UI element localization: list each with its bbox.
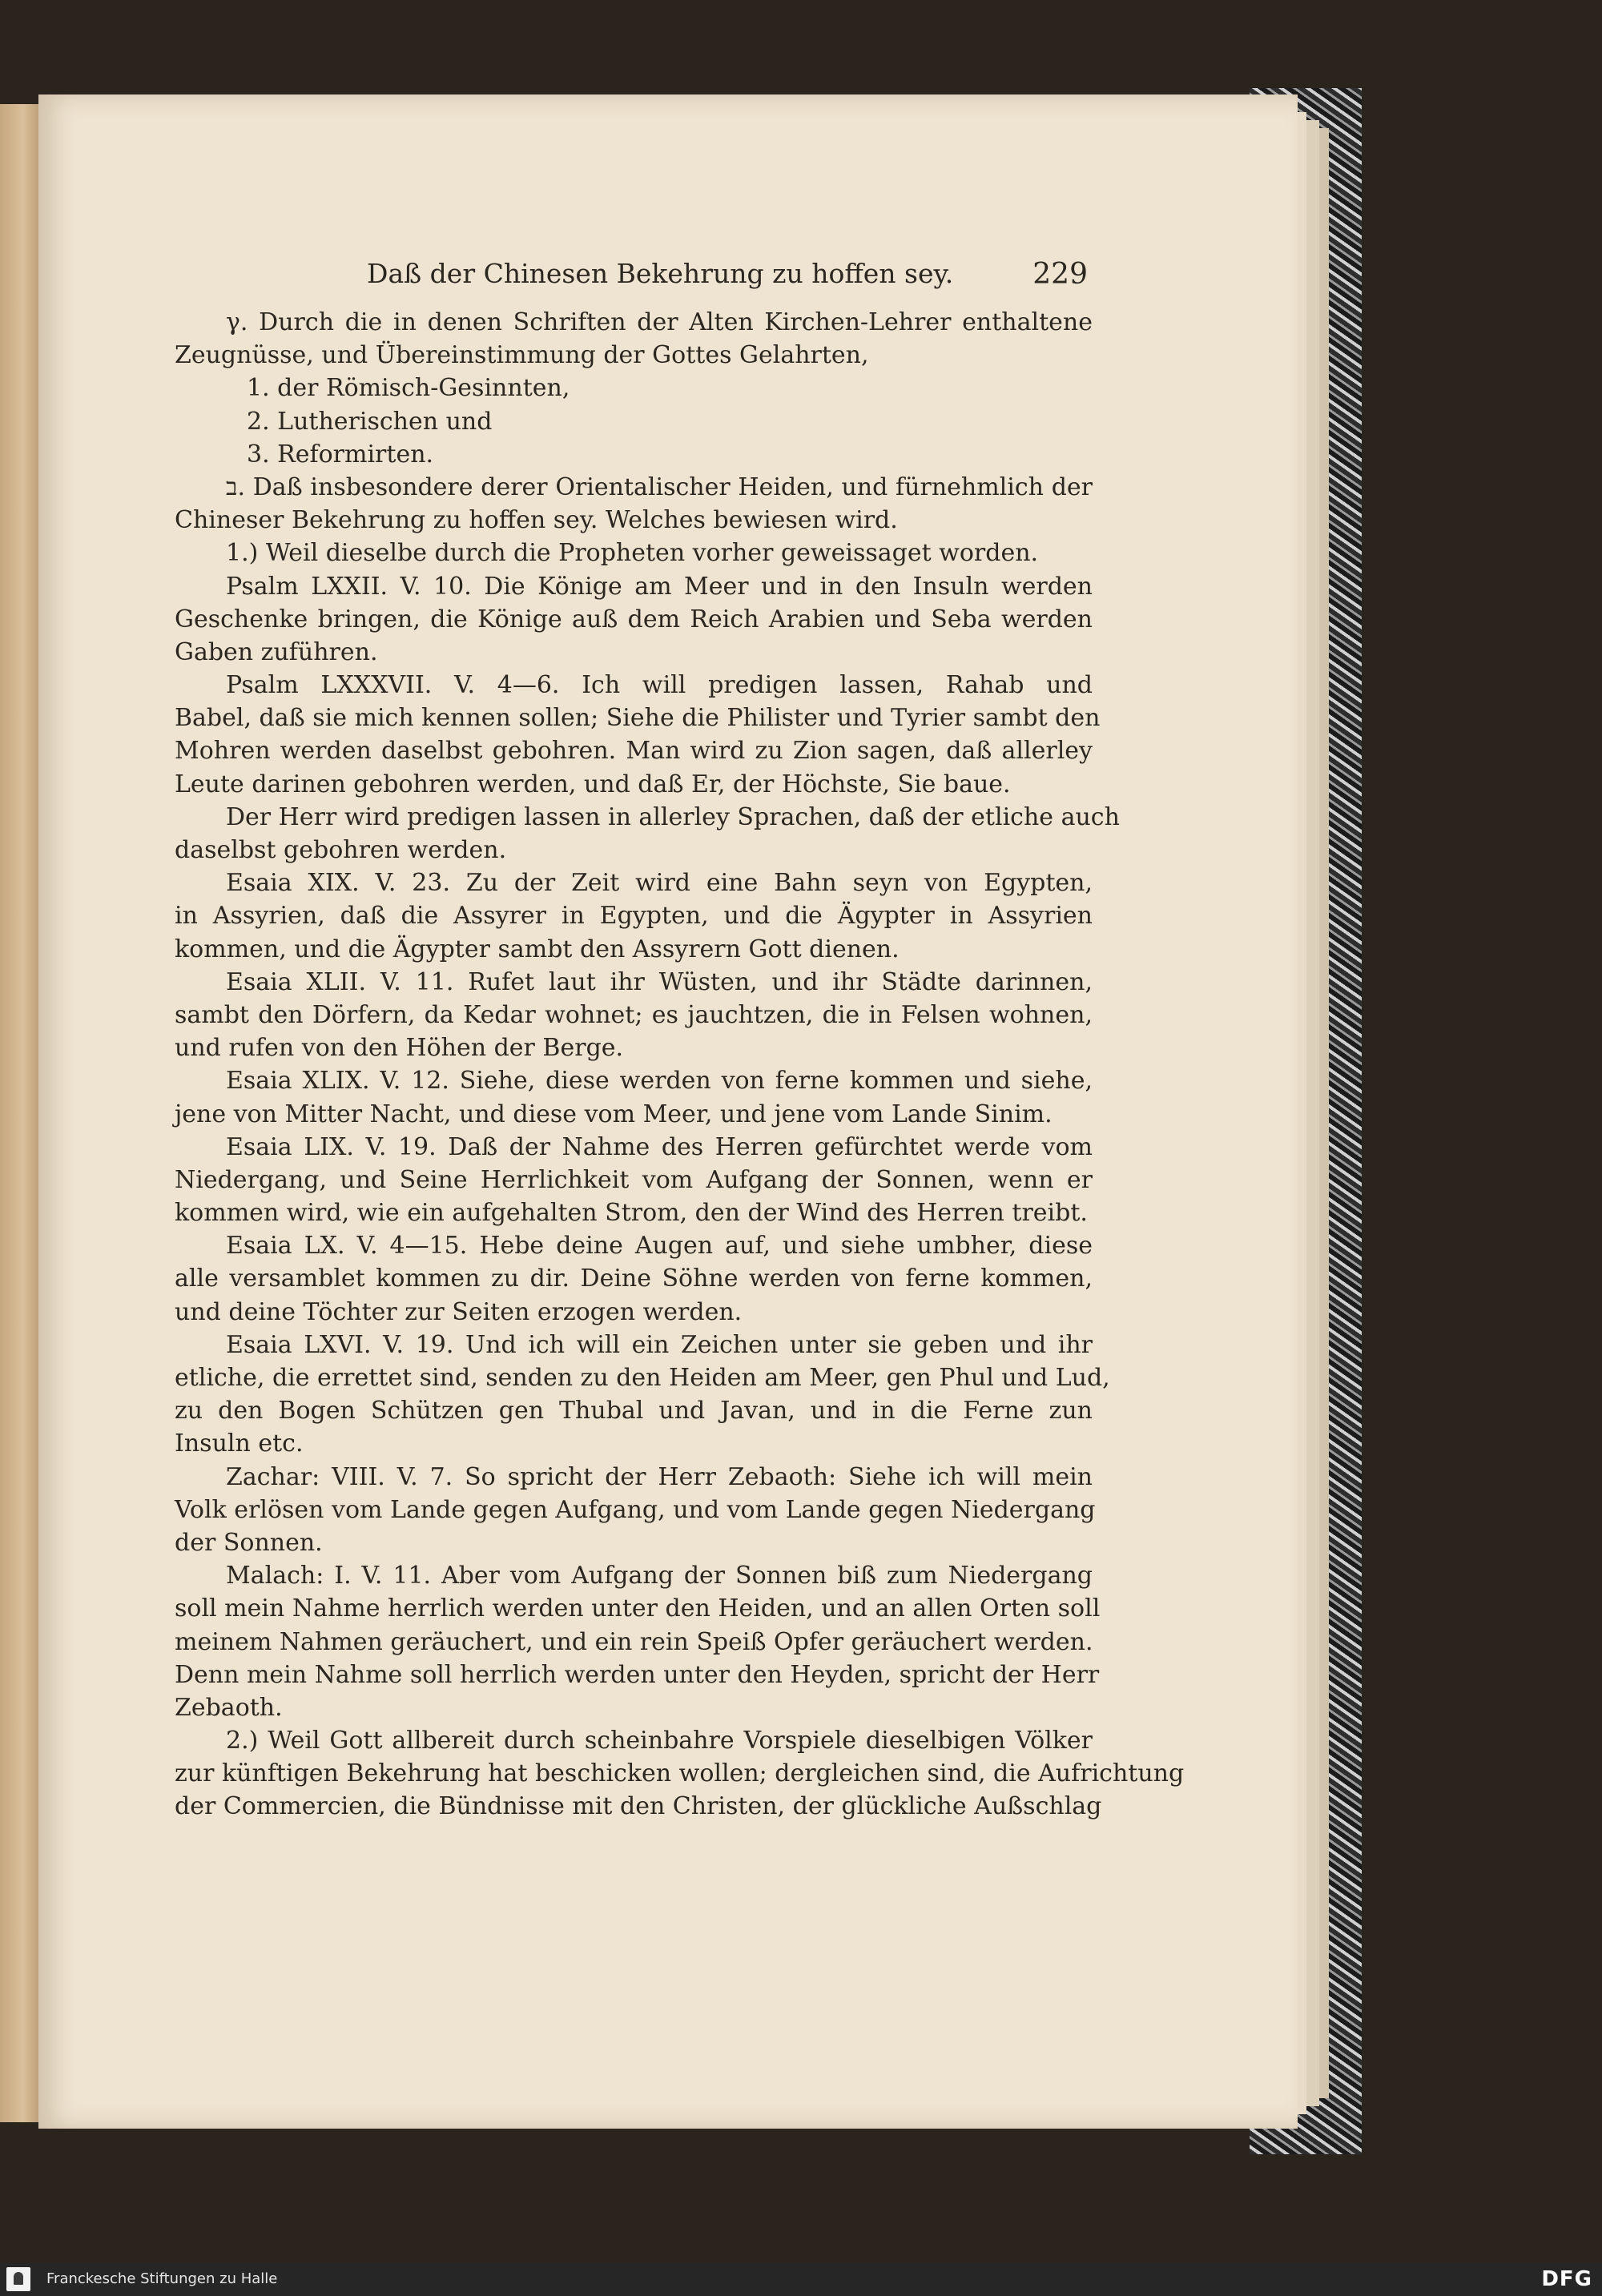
text-line: der Commercien, die Bündnisse mit den Christen, der glückliche Außschlag <box>175 1792 1102 1821</box>
text-line: in Assyrien, daß die Assyrer in Egypten, und die Ägypter in Assyrien <box>175 902 1093 931</box>
text-line: Mohren werden daselbst gebohren. Man wird zu Zion sagen, daß allerley <box>175 737 1093 766</box>
text-line: sambt den Dörfern, da Kedar wohnet; es jauchtzen, die in Felsen wohnen, <box>175 1000 1093 1029</box>
page-edge <box>1306 120 1319 2106</box>
text-line: Psalm LXXXVII. V. 4—6. Ich will predigen lassen, Rahab und <box>226 671 1093 700</box>
text-line: soll mein Nahme herrlich werden unter den Heiden, und an allen Orten soll <box>175 1594 1101 1623</box>
text-line: ב. Daß insbesondere derer Orientalischer Heiden, und fürnehmlich der <box>226 472 1093 501</box>
text-line: Leute darinen gebohren werden, und daß Er, der Höchste, Sie baue. <box>175 770 1011 798</box>
text-line: und deine Töchter zur Seiten erzogen werden. <box>175 1297 743 1326</box>
page-number: 229 <box>1032 258 1088 291</box>
text-line: Insuln etc. <box>175 1429 304 1458</box>
text-line: 2.) Weil Gott allbereit durch scheinbahre Vorspiele dieselbigen Völker <box>226 1727 1093 1755</box>
text-line: Esaia LXVI. V. 19. Und ich will ein Zeichen unter sie geben und ihr <box>226 1330 1093 1359</box>
text-line: der Sonnen. <box>175 1528 323 1557</box>
institution-logo-icon <box>6 2267 30 2291</box>
text-line: Geschenke bringen, die Könige auß dem Reich Arabien und Seba werden <box>175 605 1093 633</box>
text-line: Niedergang, und Seine Herrlichkeit vom Aufgang der Sonnen, wenn er <box>175 1165 1093 1194</box>
text-line: Denn mein Nahme soll herrlich werden unter den Heyden, spricht der Herr <box>175 1660 1100 1689</box>
text-line: Esaia XLII. V. 11. Rufet laut ihr Wüsten, und ihr Städte darinnen, <box>226 967 1093 996</box>
text-line: Esaia XLIX. V. 12. Siehe, diese werden von ferne kommen und siehe, <box>226 1067 1093 1096</box>
text-line: 1.) Weil dieselbe durch die Propheten vorher geweissaget worden. <box>226 539 1039 568</box>
text-line: und rufen von den Höhen der Berge. <box>175 1034 624 1063</box>
text-line: Zebaoth. <box>175 1693 283 1722</box>
running-title: Daß der Chinesen Bekehrung zu hoffen sey. <box>367 258 954 289</box>
text-line: Malach: I. V. 11. Aber vom Aufgang der Sonnen biß zum Niedergang <box>226 1562 1093 1590</box>
text-line: Zachar: VIII. V. 7. So spricht der Herr Zebaoth: Siehe ich will mein <box>226 1462 1093 1491</box>
institution-name: Franckesche Stiftungen zu Halle <box>46 2270 278 2287</box>
text-line: kommen wird, wie ein aufgehalten Strom, den der Wind des Herren treibt. <box>175 1199 1088 1228</box>
running-head <box>175 258 1093 306</box>
text-line: Esaia XIX. V. 23. Zu der Zeit wird eine Bahn seyn von Egypten, <box>226 869 1093 898</box>
text-line: daselbst gebohren werden. <box>175 836 507 864</box>
text-line: Volk erlösen vom Lande gegen Aufgang, und vom Lande gegen Niedergang <box>175 1495 1096 1524</box>
text-line: 1. der Römisch-Gesinnten, <box>247 374 570 403</box>
text-line: Esaia LX. V. 4—15. Hebe deine Augen auf, und siehe umbher, diese <box>226 1232 1093 1261</box>
text-line: etliche, die errettet sind, senden zu den Heiden am Meer, gen Phul und Lud, <box>175 1364 1110 1392</box>
text-line: γ. Durch die in denen Schriften der Alten Kirchen-Lehrer enthaltene <box>226 308 1093 336</box>
text-line: Chineser Bekehrung zu hoffen sey. Welches bewiesen wird. <box>175 506 898 535</box>
text-line: Gaben zuführen. <box>175 637 378 666</box>
text-line: alle versamblet kommen zu dir. Deine Söhne werden von ferne kommen, <box>175 1265 1093 1293</box>
text-line: kommen, und die Ägypter sambt den Assyrern Gott dienen. <box>175 935 900 963</box>
text-line: Babel, daß sie mich kennen sollen; Siehe die Philister und Tyrier sambt den <box>175 704 1101 733</box>
text-line: Psalm LXXII. V. 10. Die Könige am Meer und in den Insuln werden <box>226 572 1093 601</box>
text-line: zu den Bogen Schützen gen Thubal und Javan, und in die Ferne zun <box>175 1397 1093 1425</box>
text-line: 2. Lutherischen und <box>247 407 493 436</box>
body-text <box>175 306 1185 1824</box>
text-line: 3. Reformirten. <box>247 440 434 468</box>
viewer-footer <box>0 2262 1602 2296</box>
text-line: Zeugnüsse, und Übereinstimmung der Gottes Gelahrten, <box>175 341 869 370</box>
text-line: meinem Nahmen geräuchert, und ein rein Speiß Opfer geräuchert werden. <box>175 1627 1093 1656</box>
text-line: jene von Mitter Nacht, und diese vom Meer, und jene vom Lande Sinim. <box>175 1100 1053 1128</box>
dfg-logo: DFG <box>1541 2267 1592 2291</box>
page-text-block <box>175 258 1185 1824</box>
text-line: Esaia LIX. V. 19. Daß der Nahme des Herren gefürchtet werde vom <box>226 1132 1093 1161</box>
text-line: zur künftigen Bekehrung hat beschicken wollen; dergleichen sind, die Aufrichtung <box>175 1759 1185 1788</box>
text-line: Der Herr wird predigen lassen in allerley Sprachen, daß der etliche auch <box>226 802 1120 831</box>
facing-page-edge <box>0 104 40 2122</box>
page-edge <box>1318 128 1329 2098</box>
